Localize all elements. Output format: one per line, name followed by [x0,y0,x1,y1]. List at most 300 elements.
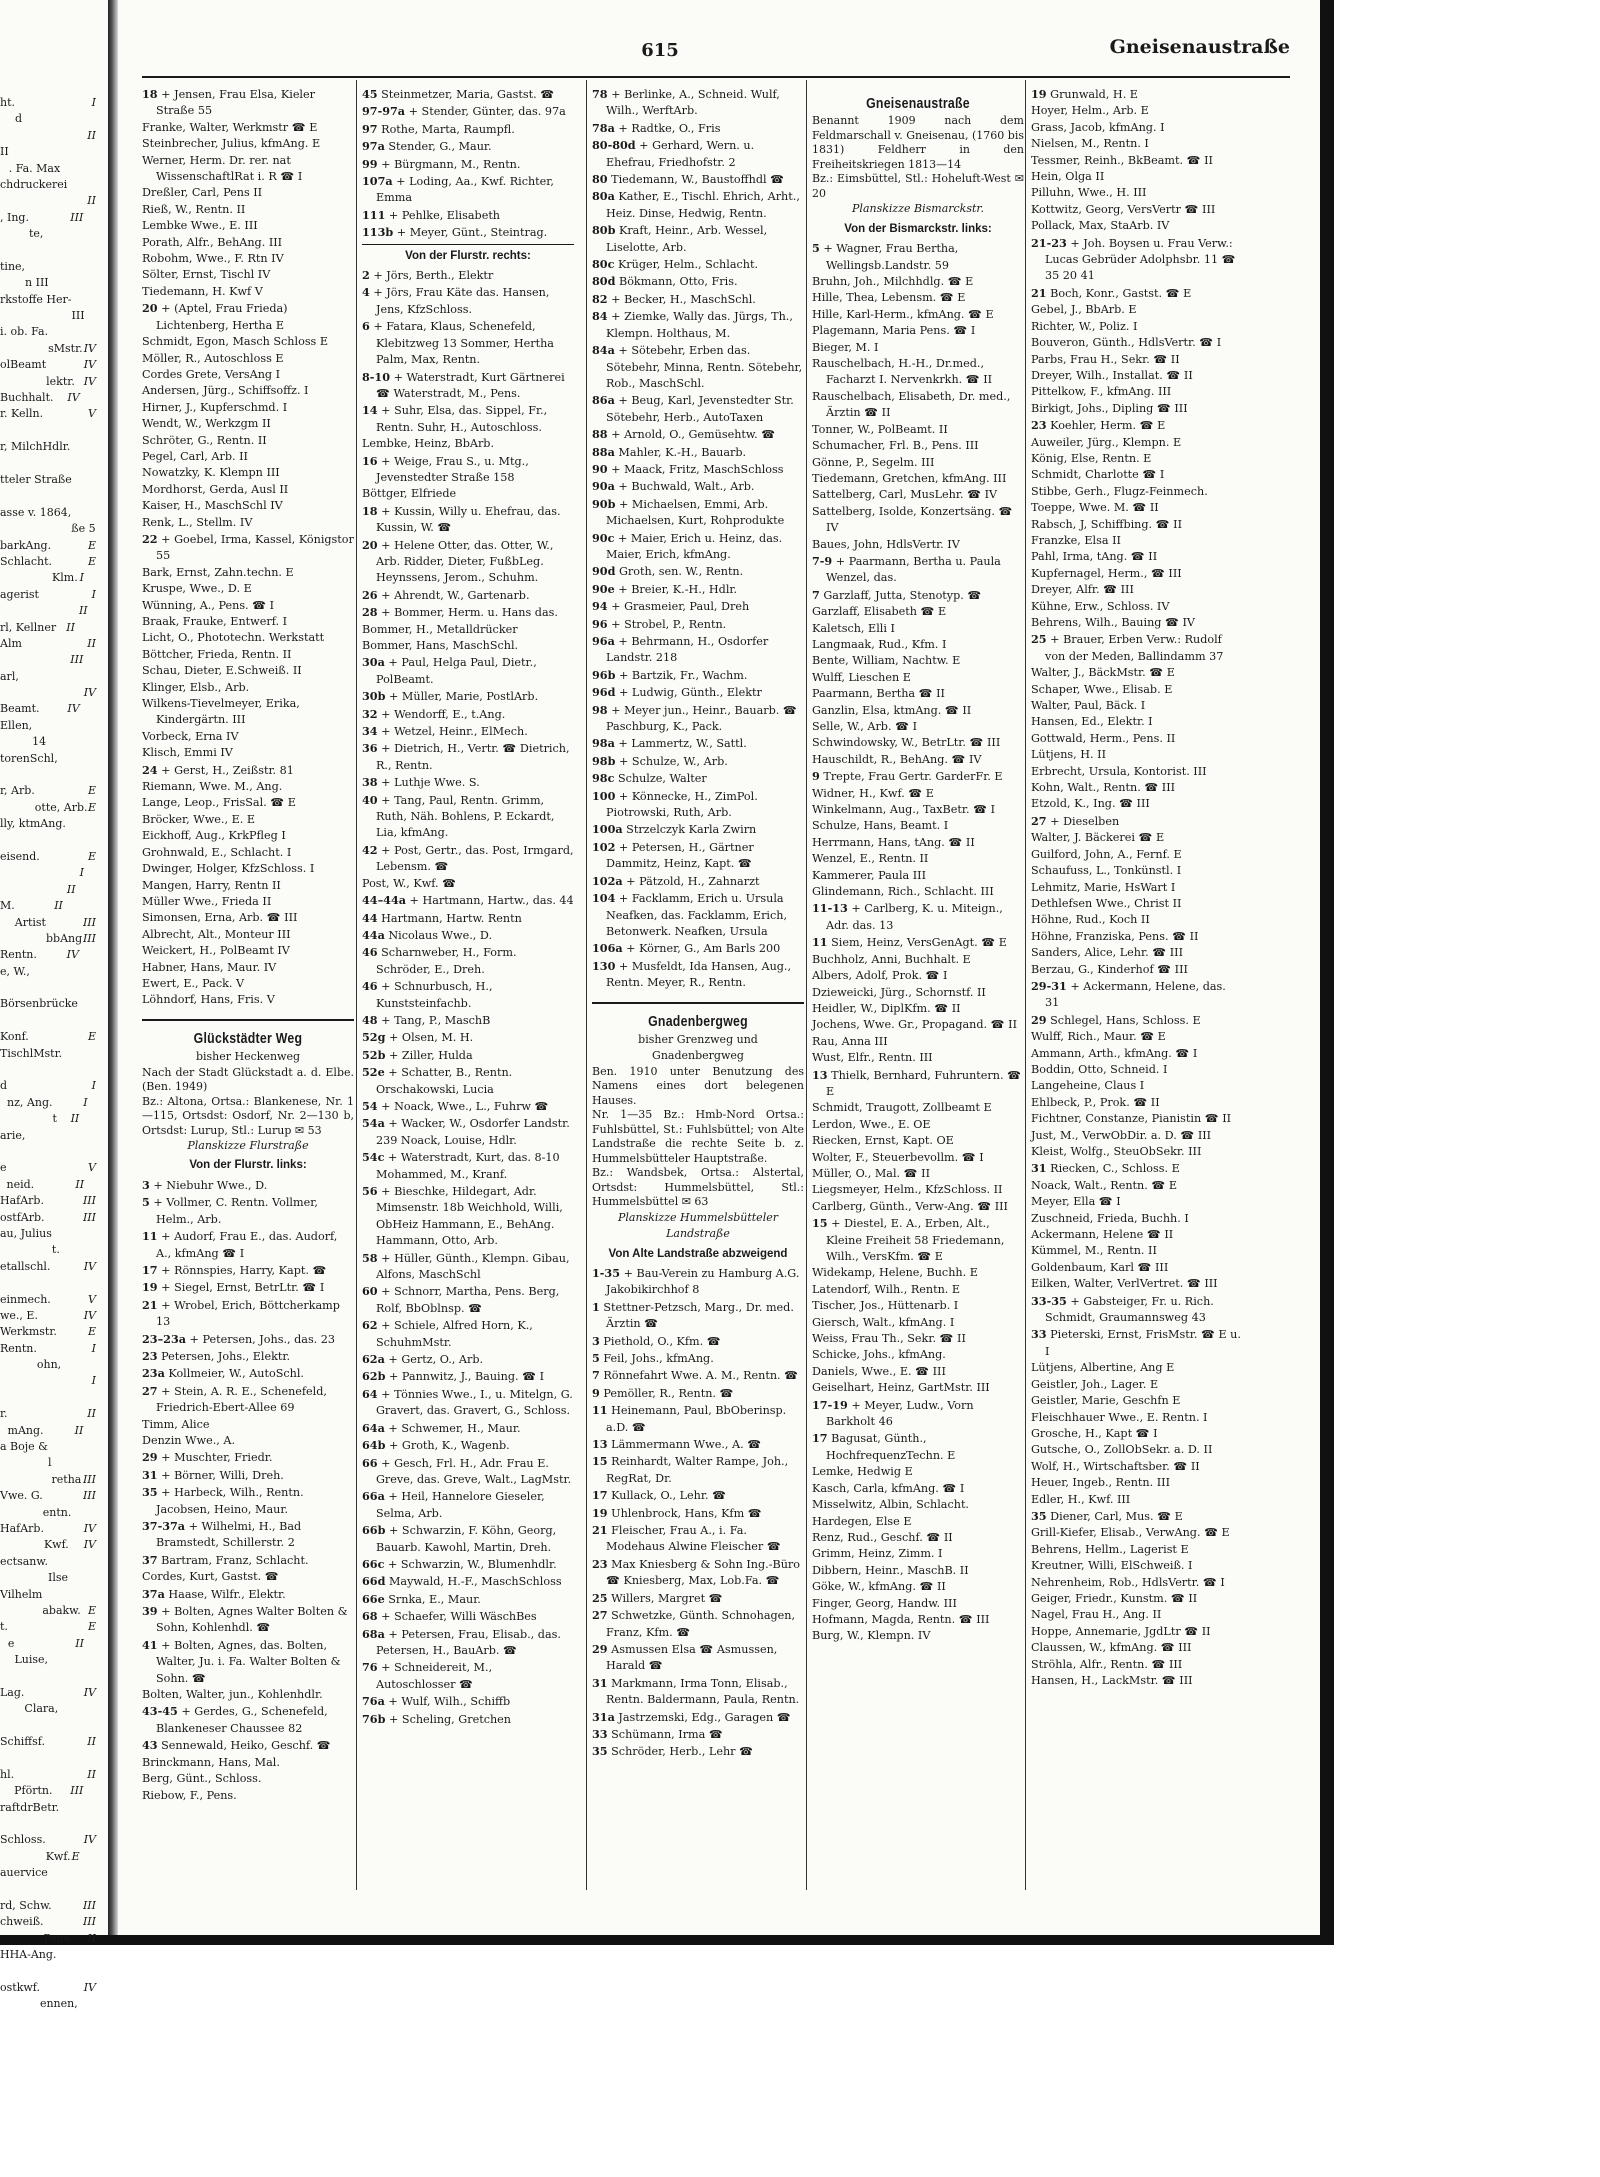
directory-entry [812,900,1024,934]
directory-entry [142,960,354,976]
resident-text: Meyer, Günt., Steintrag. [409,226,548,240]
owner-marker: + [1070,979,1080,993]
street-note: Bz.: Altona, Ortsa.: Blankenese, Nr. 1—115, Ortsdst: Osdorf, Nr. 2—130 b, Ortsdst: Lurup, Stl.: Lurup ✉ 53 [142,1094,354,1137]
directory-entry [592,120,804,137]
directory-entry [142,630,354,646]
house-number: 37 [142,1552,158,1567]
directory-entry [592,1522,804,1556]
resident-text: Misselwitz, Albin, Schlacht. [812,1498,969,1512]
facing-page-text: ostkwf. [0,1980,40,1994]
directory-entry [362,267,574,284]
directory-entry [142,153,354,186]
facing-page-line [0,210,100,226]
facing-page-text: Ellen, [0,718,33,732]
facing-page-floor: II [87,1931,96,1945]
owner-marker: + [161,532,171,546]
resident-text: Heil, Hannelore Gieseler, Selma, Arb. [376,1490,545,1520]
facing-page-line [0,1193,100,1209]
resident-text: Braak, Frauke, Entwerf. I [142,615,287,628]
owner-marker: + [851,902,861,916]
directory-entry [1031,1062,1243,1078]
resident-text: Riecken, C., Schloss. E [1050,1162,1180,1176]
facing-page-text: Luise, [14,1653,48,1667]
facing-page-line [0,1619,100,1635]
directory-entry [812,240,1024,274]
resident-text: Feil, Johs., kfmAng. [603,1352,714,1365]
directory-entry [592,702,804,736]
facing-page-line [0,1931,100,1947]
facing-page-text: asse v. 1864, [0,505,72,519]
directory-entry [592,1726,804,1743]
owner-marker: + [161,763,171,777]
resident-text: Arnold, O., Gemüsehtw. ☎ [624,428,776,442]
resident-text: Hansen, H., LackMstr. ☎ III [1031,1674,1193,1687]
directory-entry [812,455,1024,471]
directory-entry [142,1279,354,1296]
facing-page-floor: IV [67,391,80,405]
resident-text: Rau, Anna III [812,1034,888,1048]
directory-entry [1031,185,1243,201]
facing-page-line [0,1505,100,1521]
resident-text: Lehmitz, Marie, HsWart I [1031,880,1176,894]
directory-entry [362,604,574,621]
column-rule [1025,80,1026,1890]
house-number: 22 [142,531,158,546]
owner-marker: + [181,1705,191,1719]
house-number: 18 [142,87,158,101]
resident-text: Erbrecht, Ursula, Kontorist. III [1031,764,1207,778]
resident-text: Behrens, Hellm., Lagerist E [1031,1542,1189,1556]
directory-entry [1031,1410,1243,1426]
resident-text: Bolten, Agnes Walter Bolten & Sohn, Kohlenhdl. ☎ [156,1605,348,1635]
owner-marker: + [639,139,649,153]
facing-page-text: au, Julius [0,1227,52,1240]
owner-marker: + [623,1266,633,1280]
owner-marker: + [611,292,621,306]
house-number: 24 [142,762,158,777]
directory-entry [1031,1426,1243,1442]
directory-entry [142,762,354,779]
facing-page-floor: IV [83,1980,96,1994]
directory-entry [142,680,354,696]
resident-text: Grass, Jacob, kfmAng. I [1031,120,1165,134]
facing-page-line [0,1029,100,1045]
facing-page-line [0,718,100,734]
facing-page-line [0,1537,100,1553]
house-number: 34 [362,724,378,739]
resident-text: Gesch, Frl. H., Adr. Frau E. Greve, das. Greve, Walt., LagMstr. [376,1456,572,1486]
resident-text: Müller, O., Mal. ☎ II [812,1166,930,1180]
facing-page-text: Konf. [0,1030,29,1044]
facing-page-text: retha [51,1472,82,1486]
owner-marker: + [388,208,399,222]
house-number: 19 [592,1505,608,1520]
resident-text: Steinmetzer, Maria, Gastst. ☎ [381,88,555,101]
directory-entry [142,367,354,383]
house-number: 35 [1031,1508,1047,1523]
resident-text: Klinger, Elsb., Arb. [142,680,250,694]
house-number: 80a [592,189,615,204]
facing-page-line [0,374,100,390]
facing-page-line [0,193,100,209]
resident-text: Luthje Wwe. S. [394,776,480,790]
directory-entry [362,1149,574,1183]
facing-page-text: te, [28,227,44,241]
directory-entry [812,1612,1024,1628]
facing-page-text: III [71,309,85,323]
facing-page-line [0,324,100,340]
directory-entry [362,978,574,1012]
resident-text: Walter, J., BäckMstr. ☎ E [1031,666,1175,680]
directory-entry [592,940,804,957]
house-number: 7 [592,1368,600,1383]
resident-text: Meyer, Ludw., Vorn Barkholt 46 [826,1398,974,1429]
resident-text: Wilhelmi, H., Bad Bramstedt, Schillerstr. 2 [156,1520,302,1550]
house-number: 78 [592,87,608,101]
directory-entry [142,1755,354,1771]
directory-entry [362,156,574,173]
resident-text: Siegel, Ernst, BetrLtr. ☎ I [174,1281,325,1295]
directory-entry [142,1703,354,1737]
facing-page-line [0,833,100,849]
resident-text: Garzlaff, Elisabeth ☎ E [812,605,947,619]
directory-entry [1031,352,1243,368]
owner-marker: + [381,504,391,518]
house-number: 90c [592,530,615,545]
facing-page-floor: E [87,1030,96,1044]
resident-text: Jörs, Berth., Elektr [386,269,494,283]
house-number: 37a [142,1586,165,1601]
resident-text: Grosche, H., Kapt ☎ I [1031,1426,1158,1440]
facing-page-line [0,1062,100,1078]
facing-page-floor: II [87,1735,96,1749]
directory-entry [362,537,574,587]
facing-page-line [0,128,100,144]
owner-marker: + [831,1217,841,1231]
house-number: 90d [592,564,616,579]
resident-text: Grohnwald, E., Schlacht. I [142,845,292,859]
facing-page-floor: III [82,1898,96,1912]
facing-page-floor: E [87,538,96,552]
directory-entry [362,453,574,487]
directory-entry [1031,665,1243,681]
directory-entry [812,985,1024,1001]
owner-marker: + [373,286,383,300]
facing-page-text: Buchhalt. [0,391,54,405]
directory-entry [812,1596,1024,1612]
house-number: 130 [592,958,616,973]
facing-page-line [0,587,100,603]
directory-entry [812,735,1024,751]
owner-marker: + [611,310,621,324]
directory-entry [1031,549,1243,565]
house-number: 14 [362,403,378,418]
facing-page-line [0,505,100,521]
directory-column-2 [362,86,574,1728]
directory-entry [592,1743,804,1760]
directory-entry [812,1464,1024,1480]
resident-text: Schwarzin, F. Köhn, Georg, Bauarb. Kawohl, Martin, Dreh. [376,1524,557,1554]
resident-text: Weige, Frau S., u. Mtg., Jevenstedter Straße 158 [376,454,529,484]
facing-page-floor: II [54,899,63,913]
directory-entry [812,653,1024,669]
directory-entry [142,976,354,992]
house-number: 27 [142,1383,158,1398]
house-number: 66b [362,1523,386,1538]
directory-entry [592,86,804,120]
resident-text: Gutsche, O., ZollObSekr. a. D. II [1031,1443,1213,1457]
street-title: Gneisenaustraße [866,96,970,112]
directory-entry [812,604,1024,620]
house-number: 5 [142,1195,150,1210]
directory-entry [812,768,1024,785]
facing-page-floor: IV [83,374,96,388]
resident-text: Claussen, W., kfmAng. ☎ III [1031,1641,1192,1655]
resident-text: Post, W., Kwf. ☎ [362,876,457,890]
resident-text: Plagemann, Maria Pens. ☎ I [812,324,976,338]
facing-page-text: HafArb. [0,1522,44,1535]
directory-entry [592,1333,804,1350]
house-number: 96b [592,667,616,682]
owner-marker: + [388,1370,399,1384]
resident-text: Dieselben [1063,814,1120,828]
directory-entry [142,647,354,663]
facing-page-text: Börsenbrücke [0,997,78,1011]
directory-entry [812,868,1024,884]
directory-entry [1031,218,1243,234]
resident-text: Hansen, Ed., Elektr. I [1031,715,1153,729]
directory-entry [812,587,1024,604]
resident-text: Pehlke, Elisabeth [401,208,501,222]
resident-text: Lembke Wwe., E. III [142,219,258,233]
directory-entry [1031,978,1243,1012]
direction-heading: Von Alte Landstraße abzweigend [608,1247,788,1260]
directory-entry [142,1552,354,1569]
resident-text: Schümann, Irma ☎ [611,1727,723,1741]
resident-text: Kohn, Walt., Rentn. ☎ III [1031,781,1176,795]
resident-text: Kaiser, H., MaschSchl IV [142,499,283,513]
facing-page-line [0,1177,100,1193]
facing-page-line [0,734,100,750]
house-number: 11 [592,1403,608,1418]
resident-text: Schaufuss, L., Tonkünstl. I [1031,864,1182,878]
facing-page-floor: I [91,1079,96,1093]
house-number: 107a [362,174,393,189]
house-number: 21 [592,1523,608,1538]
resident-text: Rauschelbach, H.-H., Dr.med., Facharzt I. Nervenkrkh. ☎ II [812,357,993,387]
directory-entry [1031,962,1243,978]
owner-marker: + [396,175,406,189]
facing-page-text: tteler Straße [0,472,72,486]
directory-entry [1031,1360,1243,1376]
resident-text: Bökmann, Otto, Fris. [618,275,738,289]
resident-text: Porath, Alfr., BehAng. III [142,235,283,249]
house-number: 54a [362,1116,385,1131]
resident-text: Lämmermann Wwe., A. ☎ [611,1438,762,1452]
facing-page-text: d [0,1079,8,1093]
resident-text: Pahl, Irma, tAng. ☎ II [1031,550,1158,564]
house-number: 23–23a [142,1331,186,1346]
resident-text: Mahler, K.-H., Bauarb. [618,445,747,459]
column-rule [586,80,587,1890]
resident-text: Glindemann, Rich., Schlacht. III [812,885,994,899]
resident-text: Hoppe, Annemarie, JgdLtr ☎ II [1031,1624,1211,1638]
resident-text: Sattelberg, Carl, MusLehr. ☎ IV [812,488,998,502]
resident-text: Giersch, Walt., kfmAng. I [812,1315,955,1329]
resident-text: Auweiler, Jürg., Klempn. E [1031,435,1182,449]
resident-text: Mangen, Harry, Rentn II [142,878,281,892]
facing-page-floor: II [87,128,96,142]
facing-page-floor: IV [83,358,96,372]
resident-text: Mordhorst, Gerda, Ausl II [142,482,289,496]
facing-page-floor: E [87,1603,96,1617]
resident-text: Noack, Wwe., L., Fuhrw ☎ [394,1099,549,1113]
directory-entry [592,1402,804,1436]
owner-marker: + [161,1263,171,1277]
directory-entry [362,638,574,654]
resident-text: Ewert, E., Pack. V [142,976,245,990]
directory-entry [362,1711,574,1728]
resident-text: Nicolaus Wwe., D. [388,928,493,942]
owner-marker: + [823,242,833,256]
directory-entry [812,818,1024,834]
house-number: 28 [362,605,378,620]
directory-entry [592,1675,804,1709]
facing-page-text: einmech. [0,1292,51,1306]
resident-text: Paarmann, Bertha ☎ II [812,687,945,701]
facing-page-floor: III [82,1210,96,1224]
resident-text: Bommer, H., Metalldrücker [362,622,518,636]
facing-page-line [0,1242,100,1258]
directory-entry [812,1166,1024,1182]
facing-page-line [0,1996,100,2012]
resident-text: Widekamp, Helene, Buchh. E [812,1266,978,1280]
resident-text: Wilkens-Tievelmeyer, Erika, Kindergärtn. III [142,697,300,727]
resident-text: Radtke, O., Fris [631,121,721,135]
resident-text: Nielsen, M., Rentn. I [1031,137,1149,151]
resident-text: Schwindowsky, W., BetrLtr. ☎ III [812,736,1001,750]
directory-entry [1031,1542,1243,1558]
house-number: 31a [592,1709,615,1724]
facing-page-floor: E [87,1325,96,1339]
resident-text: Schicke, Johs., kfmAng. [812,1348,946,1362]
directory-entry [812,1034,1024,1050]
facing-page-line [0,1078,100,1094]
facing-page-floor: I [91,1374,96,1388]
facing-page-line [0,1292,100,1308]
facing-page-line [0,390,100,406]
owner-marker: + [381,1387,391,1401]
directory-entry [1031,796,1243,812]
house-number: 4 [362,285,370,300]
resident-text: Schulze, Hans, Beamt. I [812,819,949,833]
resident-text: Rauschelbach, Elisabeth, Dr. med., Ärztin ☎ II [812,389,1011,420]
resident-text: Ziemke, Wally das. Jürgs, Th., Klempn. Holthaus, M. [606,310,793,340]
resident-text: Schmidt, Charlotte ☎ I [1031,468,1165,482]
house-number: 38 [362,775,378,790]
facing-page-floor: I [91,96,96,109]
facing-page-line [0,1685,100,1701]
resident-text: Petersen, H., Gärtner Dammitz, Heinz, Kapt. ☎ [606,840,754,871]
section-divider [142,1019,354,1021]
directory-entry [362,1098,574,1115]
resident-text: Hüller, Günth., Klempn. Gibau, Alfons, MaschSchl [376,1251,570,1282]
facing-page-line [0,1423,100,1439]
house-number: 35 [142,1485,158,1500]
directory-entry [362,224,574,241]
directory-entry [362,1437,574,1454]
owner-marker: + [1050,633,1060,647]
plan-sketch-reference: Planskizze Bismarckstr. [852,202,984,216]
facing-page-floor: III [82,931,96,945]
owner-marker: + [618,892,629,906]
facing-page-line [0,1570,100,1586]
facing-page-text: etallschl. [0,1259,51,1273]
house-number: 41 [142,1637,158,1652]
resident-text: Fleischhauer Wwe., E. Rentn. I [1031,1410,1208,1424]
facing-page-floor: IV [83,1685,96,1699]
resident-text: Pemöller, R., Rentn. ☎ [603,1386,734,1400]
directory-entry [812,504,1024,537]
directory-entry [1031,1194,1243,1210]
resident-text: Boch, Konr., Gastst. ☎ E [1050,286,1192,300]
directory-entry [812,1182,1024,1198]
resident-text: Steinbrecher, Julius, kfmAng. E [142,137,321,151]
directory-entry [142,482,354,498]
facing-page-line [0,996,100,1012]
directory-entry [592,1505,804,1522]
resident-text: Behrens, Wilh., Bauing ☎ IV [1031,616,1195,629]
facing-page-floor: II [78,604,88,618]
plan-sketch-reference: Planskizze Flurstraße [187,1139,309,1153]
directory-entry [1031,847,1243,863]
facing-page-text: bbAng [45,931,83,945]
directory-entry [1031,1128,1243,1144]
resident-text: Bommer, Herm. u. Hans das. [394,606,558,620]
resident-text: Carlberg, Günth., Verw-Ang. ☎ III [812,1199,1008,1213]
facing-page-line [0,1373,100,1389]
directory-entry [1031,631,1243,665]
house-number: 97-97a [362,104,406,119]
house-number: 48 [362,1012,378,1027]
facing-page-line [0,1914,100,1930]
facing-page-text: HHA-Ang. [0,1948,57,1962]
owner-marker: + [381,1013,391,1027]
resident-text: Musfeldt, Ida Hansen, Aug., Rentn. Meyer, R., Rentn. [606,959,792,990]
resident-text: Berlinke, A., Schneid. Wulf, Wilh., WerftArb. [606,88,780,118]
facing-page-line [0,947,100,963]
directory-entry [1031,103,1243,119]
house-number: 19 [1031,87,1047,101]
resident-text: Scharnweber, H., Form. Schröder, E., Dreh. [376,946,517,976]
directory-entry [362,1488,574,1522]
house-number: 98a [592,736,615,751]
house-number: 80c [592,257,615,272]
directory-entry [1031,582,1243,598]
resident-text: Lütjens, H. II [1031,748,1106,762]
house-number: 5 [592,1351,600,1365]
directory-entry [142,1586,354,1603]
facing-page-line [0,1882,100,1898]
directory-entry [362,927,574,944]
directory-entry [812,1347,1024,1363]
facing-page-floor: IV [83,341,96,355]
facing-page-floor: IV [83,1259,96,1273]
resident-text: Tiedemann, Gretchen, kfmAng. III [812,471,1007,485]
directory-entry [142,894,354,910]
directory-entry [362,1317,574,1351]
directory-entry [812,553,1024,587]
